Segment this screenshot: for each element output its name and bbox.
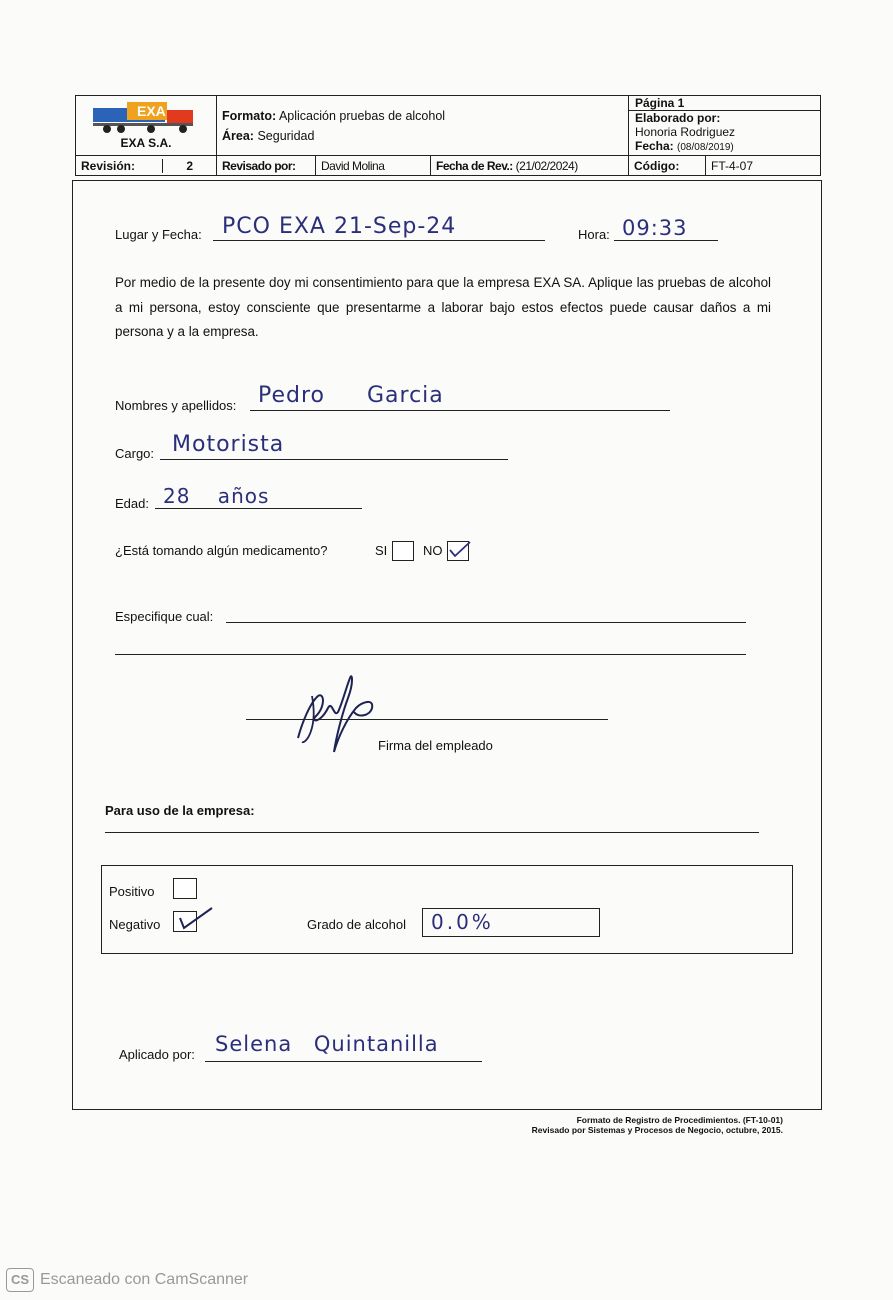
uso-empresa-line <box>105 832 759 833</box>
positivo-label: Positivo <box>109 884 155 899</box>
aplicado-value[interactable]: Selena Quintanilla <box>215 1032 439 1056</box>
page-number: Página 1 <box>629 96 820 111</box>
check-mark-icon <box>447 539 471 559</box>
fecha-rev-label: Fecha de Rev.: <box>436 158 513 173</box>
grado-field[interactable] <box>422 908 600 937</box>
formato-value: Aplicación pruebas de alcohol <box>278 108 446 123</box>
aplicado-label: Aplicado por: <box>119 1047 195 1062</box>
camscanner-text: Escaneado con CamScanner <box>40 1271 249 1288</box>
company-logo <box>81 102 211 136</box>
check-mark-icon <box>174 904 214 930</box>
aplicado-line <box>205 1061 482 1062</box>
lugar-value[interactable]: PCO EXA 21-Sep-24 <box>222 214 457 239</box>
lugar-label: Lugar y Fecha: <box>115 227 202 242</box>
edad-label: Edad: <box>115 496 149 511</box>
formato-label: Formato: <box>222 108 277 123</box>
hora-line <box>614 240 718 241</box>
nombres-label: Nombres y apellidos: <box>115 398 237 413</box>
employee-signature <box>288 668 388 756</box>
lugar-line <box>213 240 545 241</box>
no-label: NO <box>423 543 443 558</box>
logo-text: EXA <box>137 102 166 119</box>
negativo-checkbox[interactable] <box>173 911 197 932</box>
camscanner-watermark <box>6 1268 248 1292</box>
cargo-line <box>160 459 508 460</box>
header-table <box>75 95 821 176</box>
info-cell <box>629 96 821 156</box>
revision-label: Revisión: <box>76 159 163 173</box>
firma-label: Firma del empleado <box>378 738 493 753</box>
footer-line-2: Revisado por Sistemas y Procesos de Negocio, octubre, 2015. <box>531 1125 783 1135</box>
cargo-label: Cargo: <box>115 446 155 461</box>
medicamento-label: ¿Está tomando algún medicamento? <box>115 543 328 558</box>
logo-cell <box>76 96 217 156</box>
grado-label: Grado de alcohol <box>307 917 407 932</box>
cargo-value[interactable]: Motorista <box>172 432 285 457</box>
footer-note <box>532 1115 783 1135</box>
revision-cell <box>76 156 217 176</box>
revisado-value: David Molina <box>316 156 431 176</box>
no-checkbox[interactable] <box>447 541 469 561</box>
revisado-label: Revisado por: <box>217 156 316 176</box>
si-checkbox[interactable] <box>392 541 414 561</box>
revision-value: 2 <box>186 158 194 173</box>
edad-line <box>155 508 362 509</box>
especifique-line-2 <box>115 654 746 655</box>
positivo-checkbox[interactable] <box>173 878 197 899</box>
consent-paragraph: Por medio de la presente doy mi consentimiento para que la empresa EXA SA. Aplique las pruebas de alcohol a mi persona, estoy consciente que presentarme a laborar bajo estos efectos puede causar daños a mi persona y a la empresa. <box>115 275 771 339</box>
si-label: SI <box>375 543 388 558</box>
fecha-rev-cell <box>431 156 629 176</box>
nombres-line <box>250 410 670 411</box>
elaborado-value: Honoria Rodriguez <box>635 125 736 139</box>
fecha-rev-value: (21/02/2024) <box>515 158 578 173</box>
firma-line <box>246 719 608 720</box>
footer-line-1: Formato de Registro de Procedimientos. (FT-10-01) <box>576 1115 783 1125</box>
area-label: Área: <box>222 128 254 143</box>
uso-empresa-heading: Para uso de la empresa: <box>105 803 255 818</box>
fecha-value: (08/08/2019) <box>677 142 734 153</box>
hora-label: Hora: <box>578 227 610 242</box>
especifique-line-1 <box>226 622 746 623</box>
grado-value: 0.0% <box>431 910 494 934</box>
elaborado-label: Elaborado por: <box>635 111 721 125</box>
edad-value[interactable]: 28 años <box>163 484 270 508</box>
especifique-label: Especifique cual: <box>115 609 214 624</box>
format-cell <box>217 96 629 156</box>
codigo-label: Código: <box>629 156 706 176</box>
codigo-value: FT-4-07 <box>706 156 821 176</box>
fecha-label: Fecha: <box>635 139 674 153</box>
nombres-value[interactable]: Pedro Garcia <box>258 383 444 408</box>
camscanner-icon: CS <box>6 1268 34 1292</box>
company-name: EXA S.A. <box>120 135 172 150</box>
hora-value[interactable]: 09:33 <box>622 216 688 240</box>
negativo-label: Negativo <box>109 917 161 932</box>
area-value: Seguridad <box>257 128 315 143</box>
